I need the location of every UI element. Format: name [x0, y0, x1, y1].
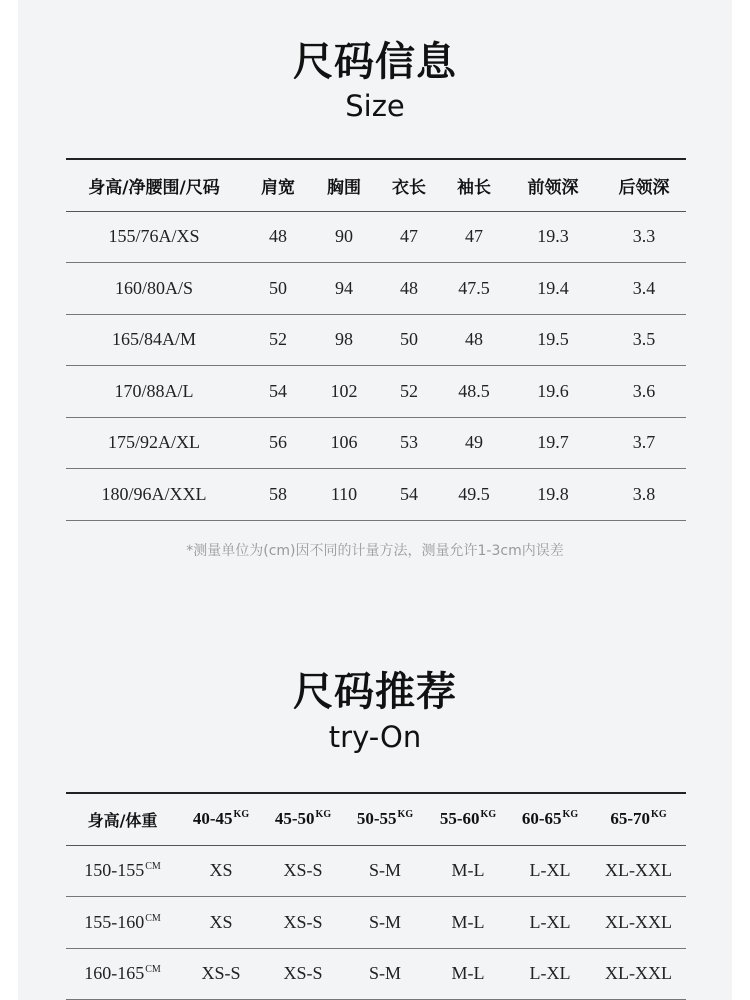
table-cell: 49.5: [444, 469, 504, 521]
size-cell: M-L: [427, 845, 509, 897]
size-cell: S-M: [343, 948, 427, 1000]
weight-column-header: [591, 793, 686, 845]
size-cell: L-XL: [509, 897, 591, 949]
table-cell: 19.7: [504, 417, 602, 469]
height-unit: CM: [145, 964, 161, 976]
table-row: [66, 897, 686, 949]
table-cell: 175/92A/XL: [66, 417, 242, 469]
size-cell: XS-S: [263, 845, 343, 897]
column-header: 衣长: [374, 159, 444, 211]
table-cell: 3.3: [602, 211, 686, 263]
table-row: [66, 948, 686, 1000]
size-cell: M-L: [427, 948, 509, 1000]
weight-range: 60-65: [521, 809, 562, 829]
table-cell: 19.5: [504, 314, 602, 366]
size-cell: XS-S: [179, 948, 263, 1000]
weight-unit: KG: [562, 809, 579, 821]
table-row: [66, 845, 686, 897]
size-recommend-subtitle: try-On: [328, 720, 422, 754]
weight-range: 50-55: [356, 809, 397, 829]
table-cell: 54: [374, 469, 444, 521]
size-cell: S-M: [343, 897, 427, 949]
size-cell: S-M: [343, 845, 427, 897]
weight-unit: KG: [233, 809, 250, 821]
size-cell: XS-S: [263, 948, 343, 1000]
weight-column-header: [427, 793, 509, 845]
weight-column-header: [263, 793, 343, 845]
table-cell: 165/84A/M: [66, 314, 242, 366]
table-cell: 98: [314, 314, 374, 366]
table-cell: 56: [242, 417, 314, 469]
table-cell: 53: [374, 417, 444, 469]
recommend-table-header-row: [66, 793, 686, 845]
table-cell: 180/96A/XXL: [66, 469, 242, 521]
height-unit: CM: [145, 912, 161, 924]
table-row: [66, 211, 686, 263]
table-cell: 3.4: [602, 263, 686, 315]
table-cell: 47.5: [444, 263, 504, 315]
table-cell: 48: [374, 263, 444, 315]
table-row: [66, 417, 686, 469]
height-range: 150-155: [84, 860, 145, 881]
size-recommend-table: [66, 792, 686, 1000]
table-cell: 3.5: [602, 314, 686, 366]
table-cell: 3.8: [602, 469, 686, 521]
column-header: 前领深: [504, 159, 602, 211]
column-header: 胸围: [314, 159, 374, 211]
weight-column-header: [509, 793, 591, 845]
weight-range: 45-50: [274, 809, 315, 829]
column-header: 后领深: [602, 159, 686, 211]
table-row: [66, 263, 686, 315]
table-cell: 3.7: [602, 417, 686, 469]
height-cell: [66, 897, 179, 949]
size-cell: M-L: [427, 897, 509, 949]
table-cell: 19.6: [504, 366, 602, 418]
table-cell: 19.3: [504, 211, 602, 263]
height-range: 155-160: [84, 911, 145, 932]
table-cell: 3.6: [602, 366, 686, 418]
size-cell: XS: [179, 897, 263, 949]
table-cell: 155/76A/XS: [66, 211, 242, 263]
size-cell: L-XL: [509, 845, 591, 897]
size-recommend-title: 尺码推荐: [293, 669, 457, 715]
height-range: 160-165: [84, 963, 145, 984]
table-row: [66, 366, 686, 418]
table-cell: 50: [374, 314, 444, 366]
measurement-note: *测量单位为(cm)因不同的计量方法，测量允许1-3cm内误差: [186, 543, 564, 559]
table-cell: 48: [242, 211, 314, 263]
table-cell: 58: [242, 469, 314, 521]
table-cell: 48: [444, 314, 504, 366]
size-info-subtitle: Size: [345, 89, 405, 123]
weight-unit: KG: [315, 809, 332, 821]
size-cell: L-XL: [509, 948, 591, 1000]
column-header: 袖长: [444, 159, 504, 211]
table-cell: 94: [314, 263, 374, 315]
table-cell: 19.8: [504, 469, 602, 521]
height-cell: [66, 845, 179, 897]
table-cell: 160/80A/S: [66, 263, 242, 315]
table-cell: 47: [444, 211, 504, 263]
weight-range: 40-45: [192, 809, 233, 829]
table-cell: 48.5: [444, 366, 504, 418]
column-header: 肩宽: [242, 159, 314, 211]
table-cell: 54: [242, 366, 314, 418]
weight-unit: KG: [480, 809, 497, 821]
table-cell: 49: [444, 417, 504, 469]
size-cell: XL-XXL: [591, 897, 686, 949]
size-cell: XL-XXL: [591, 948, 686, 1000]
table-cell: 90: [314, 211, 374, 263]
column-header: 身高/净腰围/尺码: [66, 159, 242, 211]
size-cell: XL-XXL: [591, 845, 686, 897]
table-cell: 110: [314, 469, 374, 521]
table-cell: 52: [374, 366, 444, 418]
size-info-table: [66, 158, 686, 521]
table-cell: 106: [314, 417, 374, 469]
weight-column-header: [343, 793, 427, 845]
height-cell: [66, 948, 179, 1000]
size-cell: XS-S: [263, 897, 343, 949]
weight-range: 65-70: [610, 809, 651, 829]
table-row: [66, 314, 686, 366]
height-unit: CM: [145, 861, 161, 873]
size-info-title: 尺码信息: [293, 39, 457, 85]
weight-unit: KG: [397, 809, 414, 821]
table-cell: 102: [314, 366, 374, 418]
corner-header: 身高/体重: [66, 793, 179, 845]
table-cell: 19.4: [504, 263, 602, 315]
size-guide-panel: [18, 0, 732, 1000]
weight-column-header: [179, 793, 263, 845]
table-cell: 170/88A/L: [66, 366, 242, 418]
table-cell: 52: [242, 314, 314, 366]
table-cell: 47: [374, 211, 444, 263]
weight-range: 55-60: [439, 809, 480, 829]
size-table-header-row: [66, 159, 686, 211]
table-cell: 50: [242, 263, 314, 315]
table-row: [66, 469, 686, 521]
weight-unit: KG: [651, 809, 667, 821]
size-cell: XS: [179, 845, 263, 897]
